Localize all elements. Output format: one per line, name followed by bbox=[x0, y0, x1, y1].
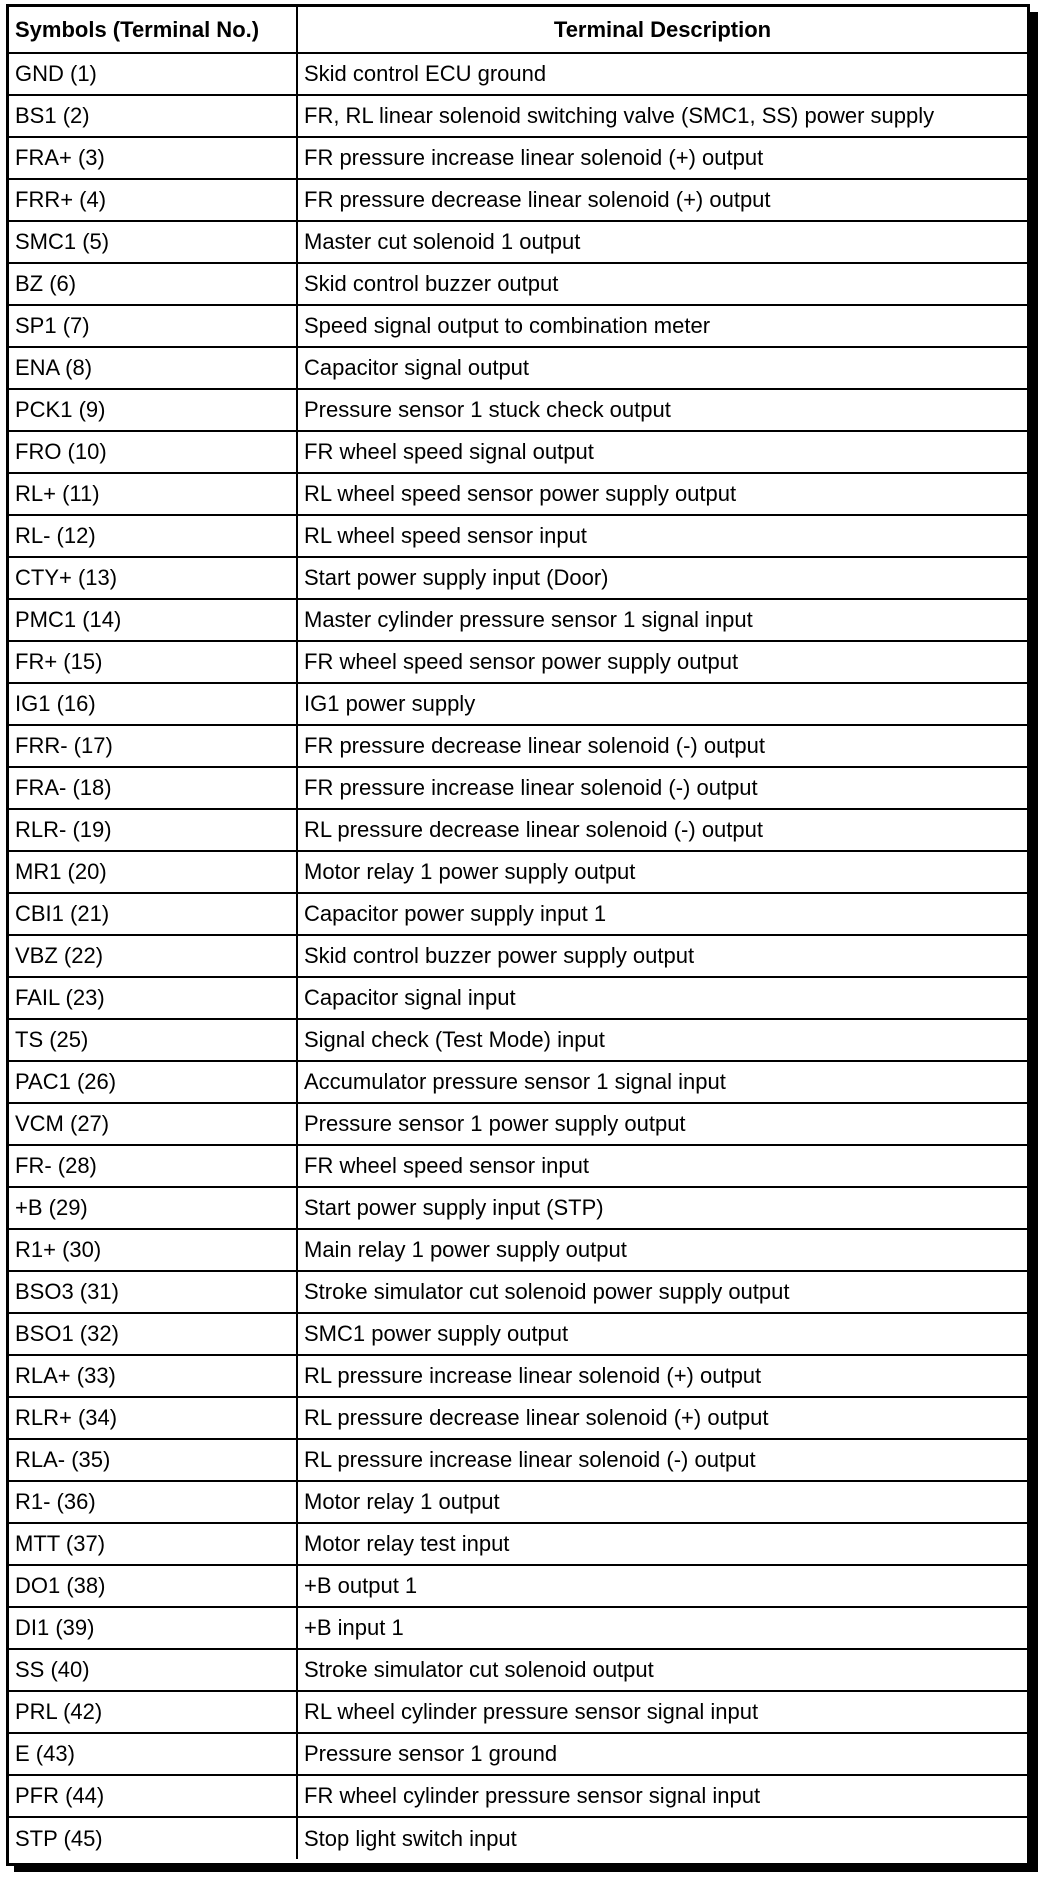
terminal-symbol-cell: DI1 (39) bbox=[9, 1607, 297, 1649]
terminal-description-cell: RL pressure decrease linear solenoid (-) output bbox=[297, 809, 1027, 851]
terminal-description-cell: Stop light switch input bbox=[297, 1817, 1027, 1859]
table-row bbox=[9, 1103, 1027, 1145]
table-row bbox=[9, 179, 1027, 221]
terminal-description-cell: Start power supply input (Door) bbox=[297, 557, 1027, 599]
table-row bbox=[9, 977, 1027, 1019]
table-row bbox=[9, 683, 1027, 725]
table-row bbox=[9, 1271, 1027, 1313]
table-row bbox=[9, 1355, 1027, 1397]
terminal-description-cell: SMC1 power supply output bbox=[297, 1313, 1027, 1355]
page-shadow-bottom bbox=[14, 1866, 1038, 1872]
terminal-symbol-cell: +B (29) bbox=[9, 1187, 297, 1229]
terminal-description-cell: Pressure sensor 1 stuck check output bbox=[297, 389, 1027, 431]
terminal-description-cell: Skid control ECU ground bbox=[297, 53, 1027, 95]
table-row bbox=[9, 809, 1027, 851]
table-row bbox=[9, 1775, 1027, 1817]
table-row bbox=[9, 1565, 1027, 1607]
terminal-description-cell: FR pressure increase linear solenoid (-) output bbox=[297, 767, 1027, 809]
terminal-description-cell: Speed signal output to combination meter bbox=[297, 305, 1027, 347]
terminal-symbol-cell: FR+ (15) bbox=[9, 641, 297, 683]
terminal-description-cell: +B output 1 bbox=[297, 1565, 1027, 1607]
terminal-description-cell: Capacitor signal input bbox=[297, 977, 1027, 1019]
terminal-description-cell: RL pressure increase linear solenoid (+) output bbox=[297, 1355, 1027, 1397]
terminal-symbol-cell: SMC1 (5) bbox=[9, 221, 297, 263]
table-row bbox=[9, 1229, 1027, 1271]
table-row bbox=[9, 1439, 1027, 1481]
terminal-description-cell: RL pressure decrease linear solenoid (+) output bbox=[297, 1397, 1027, 1439]
table-row bbox=[9, 767, 1027, 809]
terminal-description-cell: RL wheel speed sensor power supply output bbox=[297, 473, 1027, 515]
terminal-symbol-cell: PMC1 (14) bbox=[9, 599, 297, 641]
terminal-description-cell: Pressure sensor 1 power supply output bbox=[297, 1103, 1027, 1145]
table-row bbox=[9, 1019, 1027, 1061]
table-row bbox=[9, 1481, 1027, 1523]
terminal-description-cell: Signal check (Test Mode) input bbox=[297, 1019, 1027, 1061]
terminal-table bbox=[9, 7, 1027, 1859]
table-row bbox=[9, 473, 1027, 515]
terminal-description-cell: Pressure sensor 1 ground bbox=[297, 1733, 1027, 1775]
terminal-description-cell: Motor relay 1 power supply output bbox=[297, 851, 1027, 893]
terminal-symbol-cell: BSO1 (32) bbox=[9, 1313, 297, 1355]
terminal-description-cell: Master cylinder pressure sensor 1 signal input bbox=[297, 599, 1027, 641]
terminal-symbol-cell: FRO (10) bbox=[9, 431, 297, 473]
table-row bbox=[9, 53, 1027, 95]
table-row bbox=[9, 263, 1027, 305]
table-row bbox=[9, 1817, 1027, 1859]
table-body bbox=[9, 53, 1027, 1859]
terminal-symbol-cell: RLR- (19) bbox=[9, 809, 297, 851]
table-row bbox=[9, 893, 1027, 935]
terminal-symbol-cell: SP1 (7) bbox=[9, 305, 297, 347]
table-row bbox=[9, 641, 1027, 683]
terminal-description-cell: FR wheel speed sensor power supply output bbox=[297, 641, 1027, 683]
terminal-description-cell: Motor relay test input bbox=[297, 1523, 1027, 1565]
terminal-symbol-cell: R1+ (30) bbox=[9, 1229, 297, 1271]
table-row bbox=[9, 935, 1027, 977]
terminal-symbol-cell: MTT (37) bbox=[9, 1523, 297, 1565]
table-row bbox=[9, 347, 1027, 389]
terminal-symbol-cell: RL+ (11) bbox=[9, 473, 297, 515]
table-row bbox=[9, 599, 1027, 641]
terminal-table-frame bbox=[6, 4, 1030, 1866]
table-row bbox=[9, 1649, 1027, 1691]
terminal-description-cell: Skid control buzzer power supply output bbox=[297, 935, 1027, 977]
terminal-symbol-cell: SS (40) bbox=[9, 1649, 297, 1691]
terminal-description-cell: Master cut solenoid 1 output bbox=[297, 221, 1027, 263]
table-row bbox=[9, 221, 1027, 263]
terminal-description-cell: Main relay 1 power supply output bbox=[297, 1229, 1027, 1271]
terminal-description-cell: FR, RL linear solenoid switching valve (SMC1, SS) power supply bbox=[297, 95, 1027, 137]
terminal-symbol-cell: MR1 (20) bbox=[9, 851, 297, 893]
table-row bbox=[9, 1523, 1027, 1565]
terminal-description-cell: IG1 power supply bbox=[297, 683, 1027, 725]
terminal-description-cell: FR pressure decrease linear solenoid (+) output bbox=[297, 179, 1027, 221]
terminal-symbol-cell: PCK1 (9) bbox=[9, 389, 297, 431]
table-row bbox=[9, 1691, 1027, 1733]
terminal-symbol-cell: R1- (36) bbox=[9, 1481, 297, 1523]
terminal-symbol-cell: FAIL (23) bbox=[9, 977, 297, 1019]
terminal-description-cell: Stroke simulator cut solenoid output bbox=[297, 1649, 1027, 1691]
terminal-symbol-cell: TS (25) bbox=[9, 1019, 297, 1061]
terminal-symbol-cell: FRA- (18) bbox=[9, 767, 297, 809]
terminal-symbol-cell: STP (45) bbox=[9, 1817, 297, 1859]
terminal-symbol-cell: PFR (44) bbox=[9, 1775, 297, 1817]
terminal-symbol-cell: FR- (28) bbox=[9, 1145, 297, 1187]
table-row bbox=[9, 95, 1027, 137]
terminal-description-cell: FR wheel speed sensor input bbox=[297, 1145, 1027, 1187]
terminal-symbol-cell: FRR+ (4) bbox=[9, 179, 297, 221]
terminal-symbol-cell: RL- (12) bbox=[9, 515, 297, 557]
terminal-symbol-cell: RLR+ (34) bbox=[9, 1397, 297, 1439]
table-row bbox=[9, 1397, 1027, 1439]
terminal-symbol-cell: PRL (42) bbox=[9, 1691, 297, 1733]
terminal-description-cell: RL wheel cylinder pressure sensor signal input bbox=[297, 1691, 1027, 1733]
terminal-symbol-cell: DO1 (38) bbox=[9, 1565, 297, 1607]
terminal-description-cell: +B input 1 bbox=[297, 1607, 1027, 1649]
terminal-symbol-cell: CTY+ (13) bbox=[9, 557, 297, 599]
terminal-description-cell: Start power supply input (STP) bbox=[297, 1187, 1027, 1229]
terminal-description-cell: RL pressure increase linear solenoid (-) output bbox=[297, 1439, 1027, 1481]
terminal-symbol-cell: RLA+ (33) bbox=[9, 1355, 297, 1397]
table-row bbox=[9, 305, 1027, 347]
table-row bbox=[9, 1733, 1027, 1775]
terminal-description-cell: Capacitor signal output bbox=[297, 347, 1027, 389]
table-row bbox=[9, 1313, 1027, 1355]
table-row bbox=[9, 1145, 1027, 1187]
table-row bbox=[9, 137, 1027, 179]
terminal-description-cell: Capacitor power supply input 1 bbox=[297, 893, 1027, 935]
terminal-symbol-cell: BSO3 (31) bbox=[9, 1271, 297, 1313]
terminal-symbol-cell: VCM (27) bbox=[9, 1103, 297, 1145]
terminal-symbol-cell: ENA (8) bbox=[9, 347, 297, 389]
terminal-description-cell: FR pressure decrease linear solenoid (-) output bbox=[297, 725, 1027, 767]
table-row bbox=[9, 725, 1027, 767]
table-row bbox=[9, 515, 1027, 557]
terminal-description-cell: Skid control buzzer output bbox=[297, 263, 1027, 305]
terminal-symbol-cell: RLA- (35) bbox=[9, 1439, 297, 1481]
symbol-column-header: Symbols (Terminal No.) bbox=[9, 7, 297, 53]
table-row bbox=[9, 1187, 1027, 1229]
table-row bbox=[9, 389, 1027, 431]
terminal-symbol-cell: E (43) bbox=[9, 1733, 297, 1775]
terminal-symbol-cell: BS1 (2) bbox=[9, 95, 297, 137]
terminal-symbol-cell: IG1 (16) bbox=[9, 683, 297, 725]
terminal-description-cell: FR wheel speed signal output bbox=[297, 431, 1027, 473]
terminal-symbol-cell: VBZ (22) bbox=[9, 935, 297, 977]
terminal-symbol-cell: GND (1) bbox=[9, 53, 297, 95]
table-row bbox=[9, 851, 1027, 893]
terminal-description-cell: Accumulator pressure sensor 1 signal input bbox=[297, 1061, 1027, 1103]
table-row bbox=[9, 1061, 1027, 1103]
table-row bbox=[9, 431, 1027, 473]
table-row bbox=[9, 557, 1027, 599]
table-header-row bbox=[9, 7, 1027, 53]
terminal-symbol-cell: CBI1 (21) bbox=[9, 893, 297, 935]
terminal-symbol-cell: FRA+ (3) bbox=[9, 137, 297, 179]
terminal-description-cell: Stroke simulator cut solenoid power supply output bbox=[297, 1271, 1027, 1313]
terminal-symbol-cell: BZ (6) bbox=[9, 263, 297, 305]
terminal-description-cell: FR wheel cylinder pressure sensor signal input bbox=[297, 1775, 1027, 1817]
terminal-description-cell: RL wheel speed sensor input bbox=[297, 515, 1027, 557]
terminal-description-cell: FR pressure increase linear solenoid (+) output bbox=[297, 137, 1027, 179]
terminal-description-cell: Motor relay 1 output bbox=[297, 1481, 1027, 1523]
terminal-symbol-cell: FRR- (17) bbox=[9, 725, 297, 767]
description-column-header: Terminal Description bbox=[297, 7, 1027, 53]
terminal-symbol-cell: PAC1 (26) bbox=[9, 1061, 297, 1103]
table-row bbox=[9, 1607, 1027, 1649]
page-shadow-right bbox=[1030, 12, 1038, 1870]
